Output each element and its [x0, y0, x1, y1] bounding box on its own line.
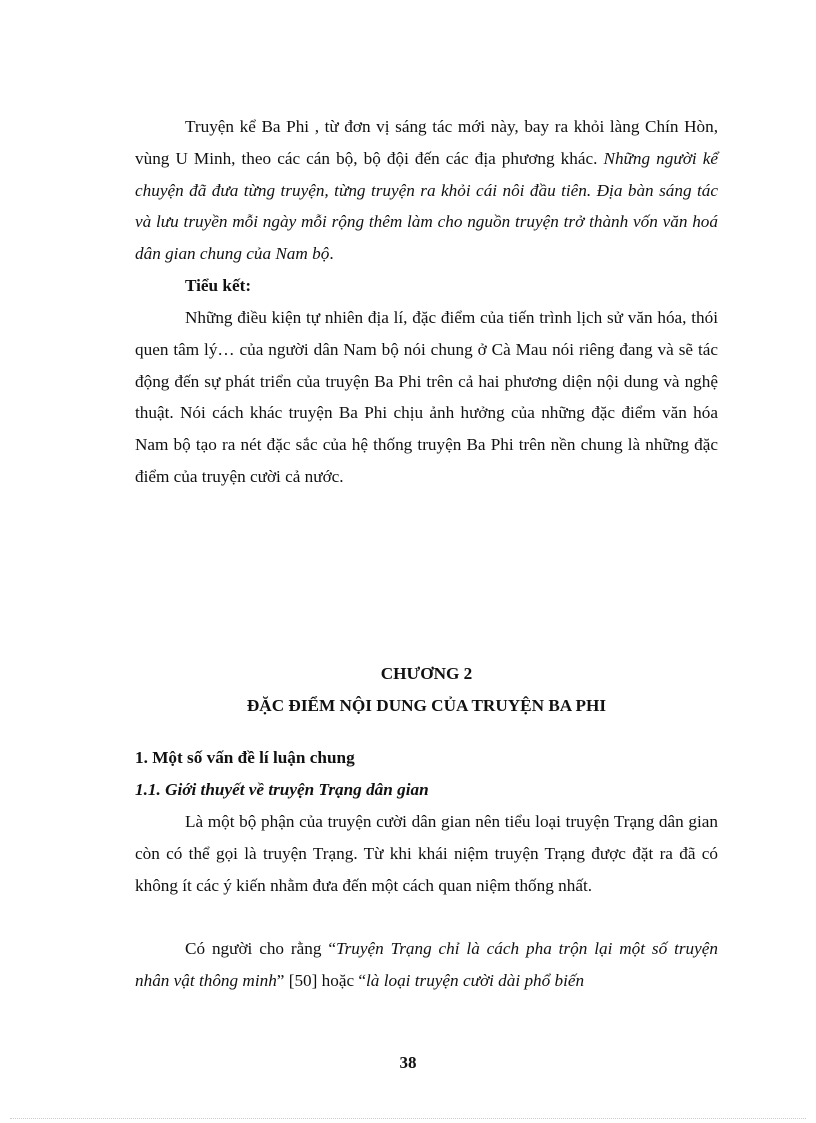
paragraph-text: Có người cho rằng “ — [185, 939, 336, 958]
paragraph-trang-definition-text: Là một bộ phận của truyện cười dân gian nên tiểu loại truyện Trạng dân gian còn có thể gọi là truyện Trạng. Từ khi khái niệm truyện Trạng được đặt ra đã có không ít các ý kiến nhằm đưa đến một cách quan niệm thống nhất. — [135, 812, 718, 895]
page-number: 38 — [399, 1053, 417, 1072]
paragraph-text: ” [50] hoặc “ — [276, 970, 367, 990]
paragraph-text: Truyện kể Ba Phi , từ đơn vị sáng tác mới này, bay ra khỏi làng Chín Hòn, vùng U Minh, theo các cán bộ, bộ đội đến các địa phương khác. — [135, 117, 718, 168]
chapter-label-text: CHƯƠNG 2 — [380, 664, 473, 683]
section-title: Giới thuyết về truyện Trạng dân gian — [165, 780, 429, 799]
section-heading-1 — [135, 742, 718, 774]
quote-italic: là loại truyện cười dài phổ biến — [366, 970, 585, 990]
paragraph-italic-text: Những người kể chuyện đã đưa từng truyện, từng truyện ra khỏi cái nôi đầu tiên. Địa bàn sáng tác và lưu truyền mỗi ngày mỗi rộng thêm làm cho nguồn truyện trở thành vốn văn hoá dân gian chung của Nam bộ — [135, 148, 719, 264]
page-bottom-rule — [10, 1118, 806, 1119]
paragraph-trang-definition — [135, 806, 718, 901]
quote-italic: Truyện Trạng chỉ là cách pha trộn lại một số truyện nhân vật thông minh — [135, 939, 718, 990]
paragraph-end-punctuation: . — [329, 244, 334, 264]
chapter-label — [135, 658, 718, 690]
summary-heading — [135, 270, 718, 302]
summary-heading-text: Tiểu kết: — [185, 276, 252, 295]
paragraph-opinions — [135, 933, 718, 997]
chapter-title-text: ĐẶC ĐIỂM NỘI DUNG CỦA TRUYỆN BA PHI — [246, 696, 607, 715]
section-heading-1-text: 1. Một số vấn đề lí luận chung — [135, 748, 355, 767]
section-number: 1.1. — [135, 780, 161, 799]
chapter-title — [135, 690, 718, 722]
summary-paragraph-text: Những điều kiện tự nhiên địa lí, đặc điểm của tiến trình lịch sử văn hóa, thói quen tâm lý… của người dân Nam bộ nói chung ở Cà Mau nói riêng đang và sẽ tác động đến sự phát triển của truyện Ba Phi trên cả hai phương diện nội dung và nghệ thuật. Nói cách khác truyện Ba Phi chịu ảnh hưởng của những đặc điểm văn hóa Nam bộ tạo ra nét đặc sắc của hệ thống truyện Ba Phi trên nền chung là những đặc điểm của truyện cười cả nước. — [135, 308, 718, 486]
section-heading-1-1 — [135, 774, 718, 806]
paragraph-ba-phi-spread — [135, 111, 718, 270]
paragraph-summary — [135, 302, 718, 493]
